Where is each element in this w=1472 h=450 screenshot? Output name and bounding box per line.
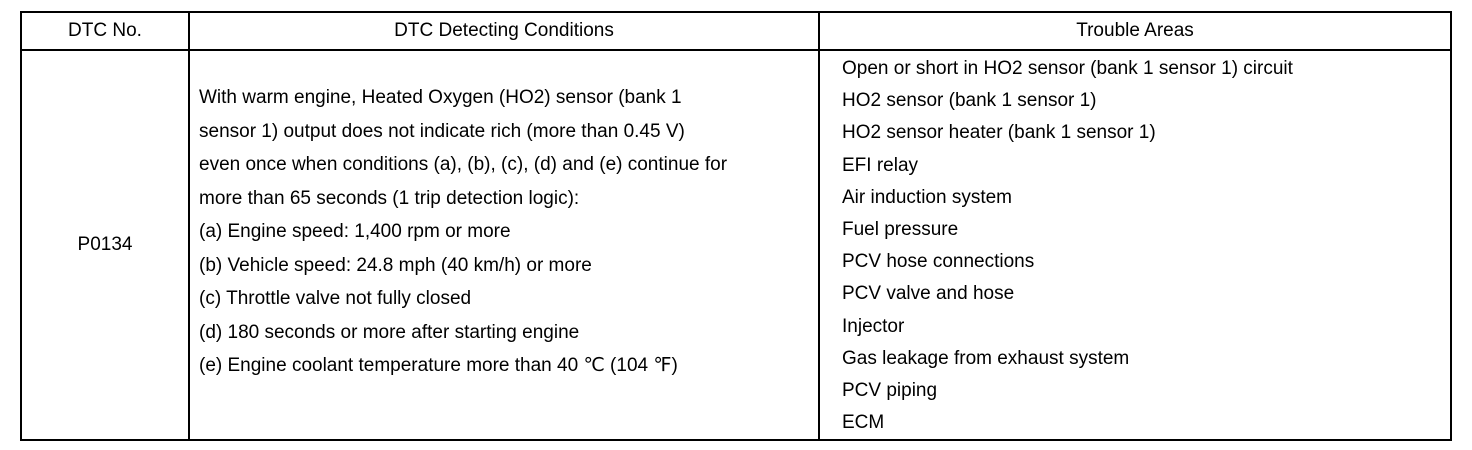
table-row — [21, 50, 1451, 440]
trouble-area-item: PCV valve and hose — [842, 283, 1015, 305]
trouble-area-item: Air induction system — [842, 186, 1013, 208]
trouble-area-item: EFI relay — [842, 154, 919, 176]
trouble-area-item: HO2 sensor (bank 1 sensor 1) — [842, 90, 1097, 112]
trouble-area-item: PCV hose connections — [842, 251, 1035, 273]
condition-item: (e) Engine coolant temperature more than 40 ℃ (104 ℉) — [199, 355, 678, 376]
header-trouble-areas: Trouble Areas — [819, 12, 1451, 50]
trouble-area-item: Gas leakage from exhaust system — [842, 347, 1130, 369]
condition-item: (d) 180 seconds or more after starting engine — [199, 321, 580, 343]
detecting-conditions-cell — [189, 50, 819, 440]
condition-item: (c) Throttle valve not fully closed — [199, 288, 472, 309]
trouble-area-item: Open or short in HO2 sensor (bank 1 sensor 1) circuit — [842, 58, 1293, 79]
header-detecting-conditions: DTC Detecting Conditions — [189, 12, 819, 50]
trouble-areas-cell — [819, 50, 1451, 440]
trouble-area-item: HO2 sensor heater (bank 1 sensor 1) — [842, 122, 1156, 144]
condition-line: more than 65 seconds (1 trip detection logic): — [199, 187, 580, 209]
header-dtc-no: DTC No. — [21, 12, 189, 50]
condition-item: (b) Vehicle speed: 24.8 mph (40 km/h) or more — [199, 254, 592, 276]
table-header-row — [21, 12, 1451, 50]
condition-line: sensor 1) output does not indicate rich (more than 0.45 V) — [199, 120, 685, 142]
trouble-area-item: ECM — [842, 412, 885, 434]
dtc-table — [20, 11, 1452, 441]
trouble-area-item: Injector — [842, 315, 905, 337]
condition-item: (a) Engine speed: 1,400 rpm or more — [199, 221, 511, 242]
dtc-code-cell: P0134 — [21, 50, 189, 440]
trouble-area-item: PCV piping — [842, 380, 938, 402]
condition-line: With warm engine, Heated Oxygen (HO2) sensor (bank 1 — [199, 87, 682, 108]
condition-line: even once when conditions (a), (b), (c), (d) and (e) continue for — [199, 154, 728, 175]
trouble-area-item: Fuel pressure — [842, 219, 959, 241]
